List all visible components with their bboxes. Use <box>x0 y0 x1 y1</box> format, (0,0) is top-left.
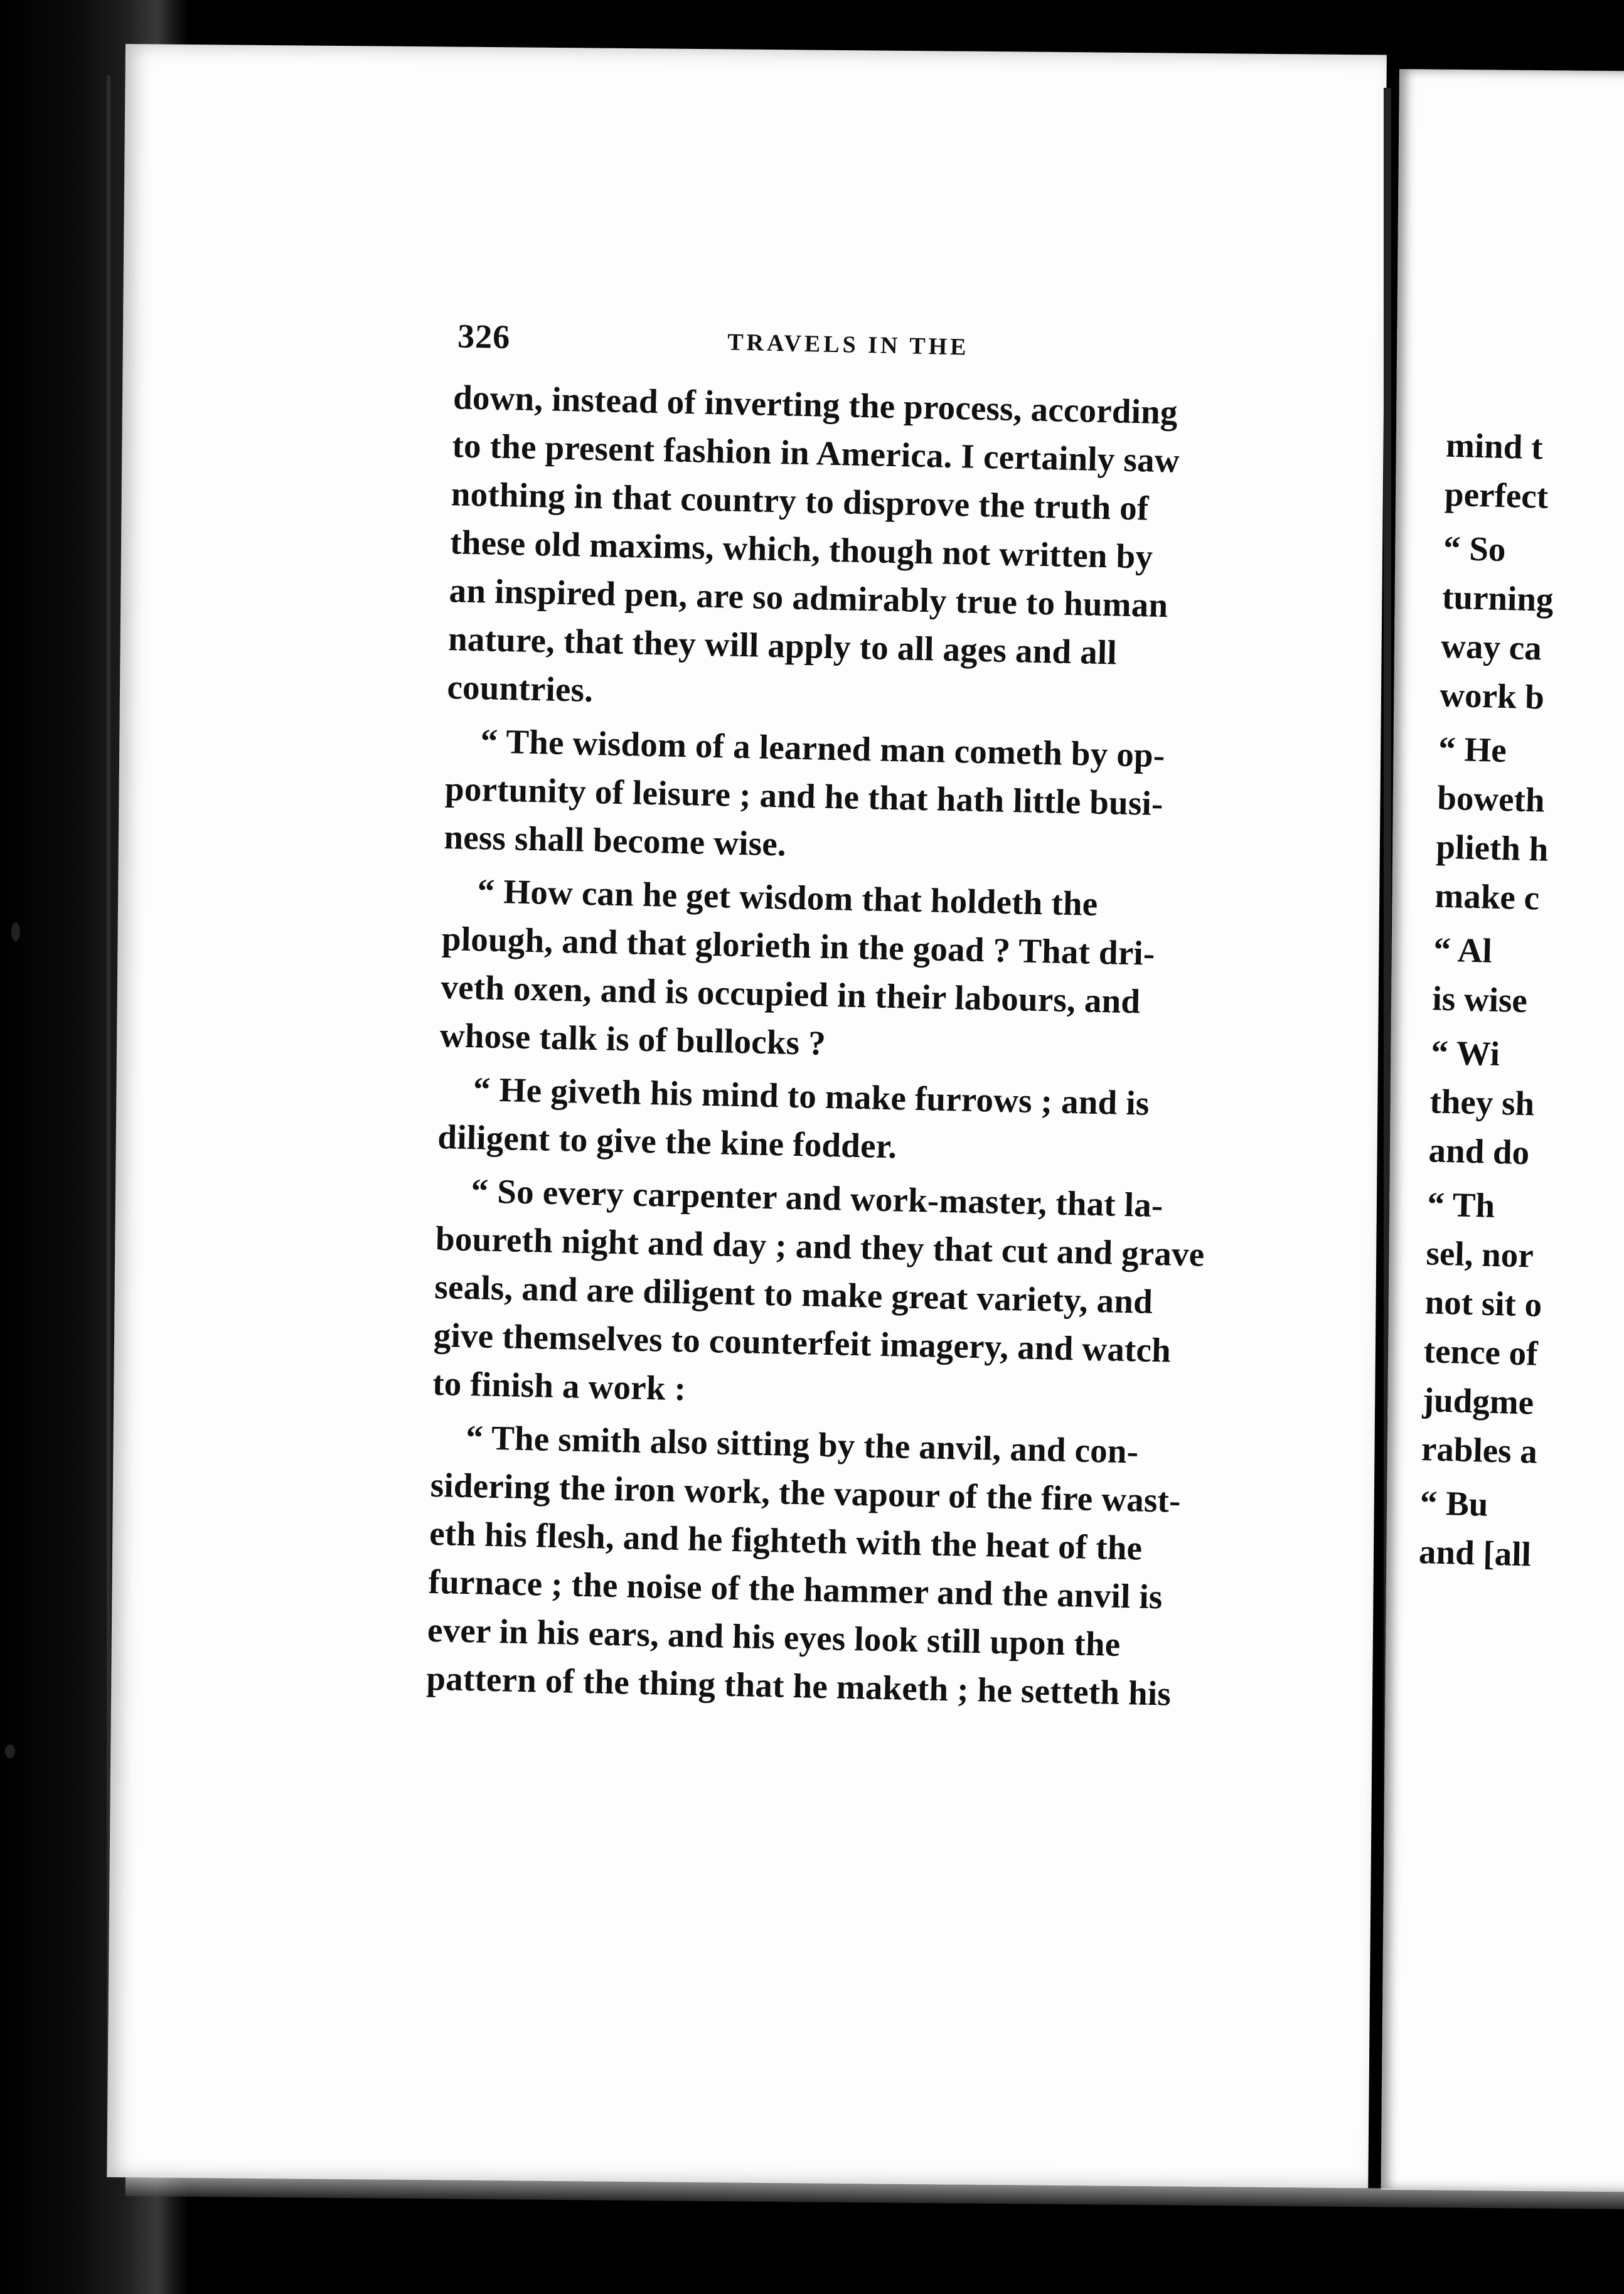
paragraph: “ The wisdom of a learned man cometh by op- portunity of leisure ; and he that hath little busi- ness shall become wise. <box>443 722 1165 863</box>
right-page-line: perfect <box>1444 474 1549 516</box>
right-page-text <box>1418 421 1624 1582</box>
right-page <box>1381 69 1624 2192</box>
body-text <box>426 373 1247 1719</box>
right-page-line: “ So <box>1443 528 1507 569</box>
paragraph: “ So every carpenter and work-master, that la- boureth night and day ; and they that cut and grave seals, and are diligent to make great variety, and give themselves to counterfeit imagery, and watch to finish a work : <box>432 1171 1205 1408</box>
page-number: 326 <box>457 317 511 356</box>
right-page-line: and do <box>1428 1131 1530 1172</box>
right-page-line: “ Bu <box>1419 1483 1489 1523</box>
scan-speck <box>11 922 20 941</box>
right-page-line: way ca <box>1440 626 1542 668</box>
right-page-line: “ Al <box>1433 930 1493 970</box>
right-page-line: “ Th <box>1426 1185 1495 1225</box>
right-page-line: rables a <box>1421 1429 1538 1471</box>
paragraph: “ The smith also sitting by the anvil, and con- sidering the iron work, the vapour of the fire wast- eth his flesh, and he fighteth with the heat of the furnace ; the noise of the hammer and the anvil is ever in his ears, and his eyes look still upon the pattern of the thing that he maketh ; he setteth his <box>425 1418 1182 1713</box>
right-page-line: not sit o <box>1424 1283 1542 1324</box>
paragraph: “ He giveth his mind to make furrows ; and is diligent to give the kine fodder. <box>437 1070 1150 1166</box>
paragraph: “ How can he get wisdom that holdeth the plough, and that glorieth in the goad ? That dri- veth oxen, and is occupied in their labours, and whose talk is of bullocks ? <box>439 872 1156 1062</box>
right-page-line: “ He <box>1438 729 1507 770</box>
right-page-line: sel, nor <box>1425 1234 1534 1275</box>
left-page-content <box>297 314 1242 1724</box>
right-page-line: they sh <box>1429 1082 1535 1123</box>
right-page-line: work b <box>1439 675 1545 717</box>
scan-speck <box>5 1744 15 1758</box>
right-page-line: plieth h <box>1435 827 1549 868</box>
right-page-line: boweth <box>1436 778 1546 819</box>
right-page-line: and [all <box>1418 1532 1532 1574</box>
right-page-line: judgme <box>1422 1380 1534 1422</box>
right-page-line: is wise <box>1431 979 1528 1020</box>
right-page-line: make c <box>1434 876 1540 917</box>
running-head-title: TRAVELS IN THE <box>727 329 970 361</box>
right-page-line: tence of <box>1423 1331 1539 1373</box>
paragraph: down, instead of inverting the process, according to the present fashion in America. I certainly saw nothing in that country to disprove the truth of these old maxims, which, though not written by an inspired pen, are so admirably true to human nature, that they will apply to all ages and all countries. <box>446 378 1180 710</box>
right-page-line: turning <box>1441 577 1554 619</box>
right-page-line: “ Wi <box>1430 1033 1500 1074</box>
right-page-line: mind t <box>1445 425 1544 467</box>
